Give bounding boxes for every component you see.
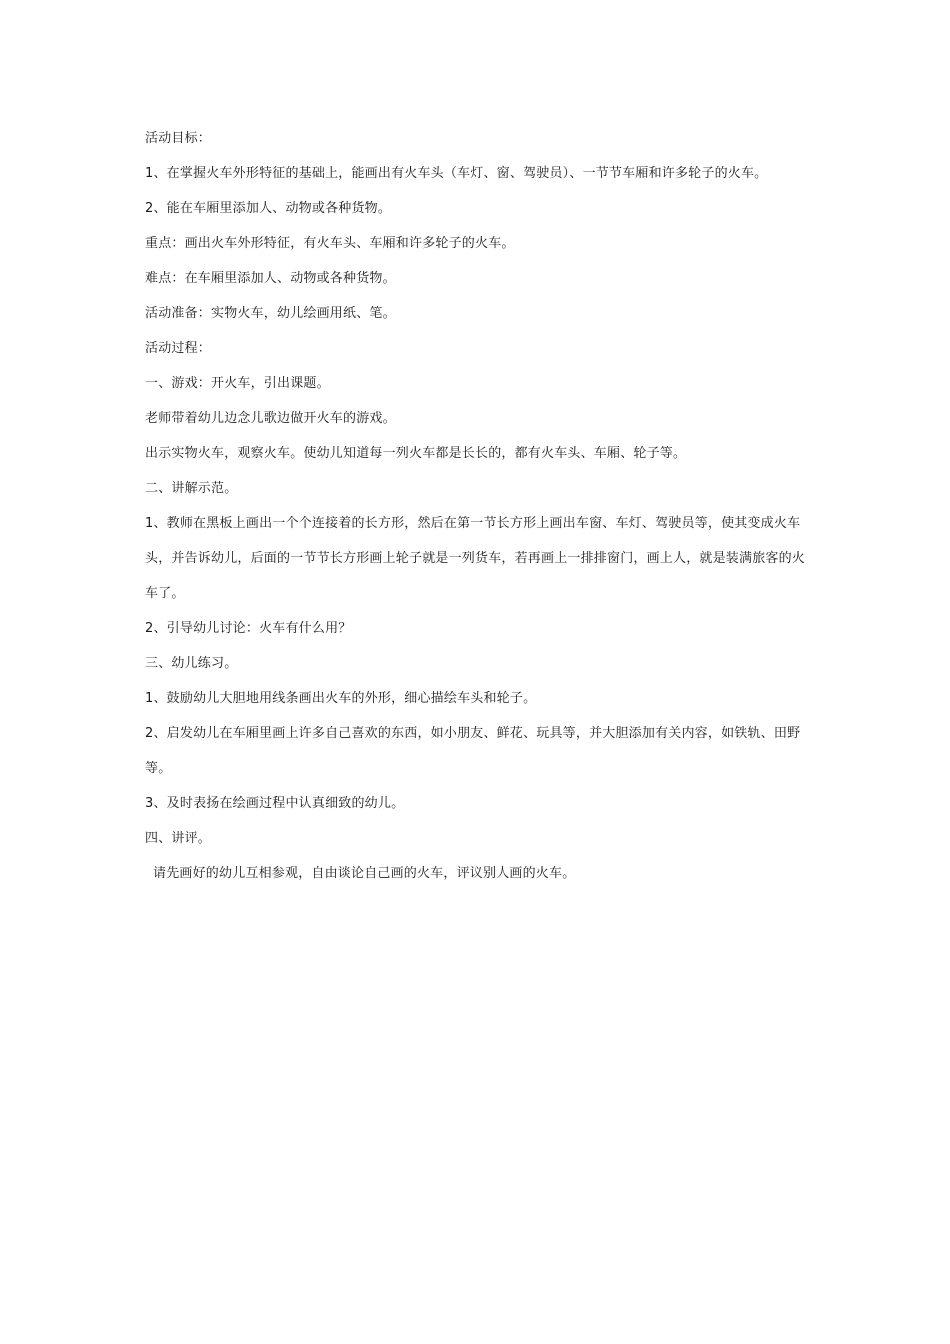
step-2-item-1: 1、教师在黑板上画出一个个连接着的长方形，然后在第一节长方形上画出车窗、车灯、驾驶员等，使其变成火车头，并告诉幼儿，后面的一节节长方形画上轮子就是一列货车，若再画上一排排窗门，画上人，就是装满旅客的火车了。 bbox=[145, 516, 806, 601]
document-body bbox=[145, 121, 805, 891]
step-heading-3: 三、幼儿练习。 bbox=[145, 656, 238, 671]
step-1-text-1: 老师带着幼儿边念儿歌边做开火车的游戏。 bbox=[145, 411, 396, 426]
goal-item-1: 1、在掌握火车外形特征的基础上，能画出有火车头（车灯、窗、驾驶员）、一节节车厢和许多轮子的火车。 bbox=[145, 166, 768, 181]
step-3-item-2: 2、启发幼儿在车厢里画上许多自己喜欢的东西，如小朋友、鲜花、玩具等，并大胆添加有关内容，如铁轨、田野等。 bbox=[145, 726, 801, 776]
step-heading-4: 四、讲评。 bbox=[145, 831, 212, 846]
step-3-item-3: 3、及时表扬在绘画过程中认真细致的幼儿。 bbox=[145, 796, 405, 811]
difficult-point: 难点：在车厢里添加人、动物或各种货物。 bbox=[145, 271, 396, 286]
section-heading-process: 活动过程： bbox=[145, 341, 212, 356]
key-point: 重点：画出火车外形特征，有火车头、车厢和许多轮子的火车。 bbox=[145, 236, 515, 251]
step-1-text-2: 出示实物火车，观察火车。使幼儿知道每一列火车都是长长的，都有火车头、车厢、轮子等。 bbox=[145, 446, 687, 461]
preparation: 活动准备：实物火车，幼儿绘画用纸、笔。 bbox=[145, 306, 396, 321]
step-3-item-1: 1、鼓励幼儿大胆地用线条画出火车的外形，细心描绘车头和轮子。 bbox=[145, 691, 537, 706]
step-2-item-2: 2、引导幼儿讨论：火车有什么用？ bbox=[145, 621, 352, 636]
step-heading-2: 二、讲解示范。 bbox=[145, 481, 238, 496]
step-heading-1: 一、游戏：开火车，引出课题。 bbox=[145, 376, 330, 391]
goal-item-2: 2、能在车厢里添加人、动物或各种货物。 bbox=[145, 201, 392, 216]
step-4-text: 请先画好的幼儿互相参观，自由谈论自己画的火车，评议别人画的火车。 bbox=[153, 866, 576, 881]
section-heading-goals: 活动目标： bbox=[145, 131, 212, 146]
